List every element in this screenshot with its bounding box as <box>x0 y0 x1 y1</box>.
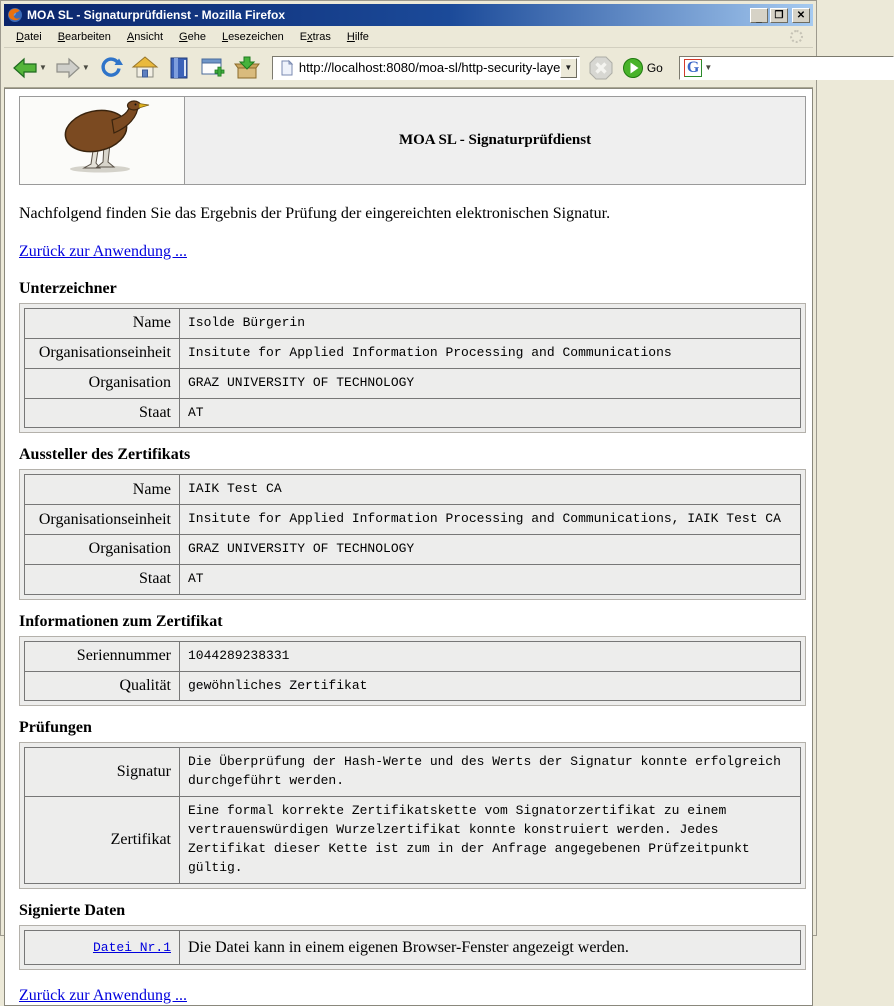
stop-button[interactable] <box>586 53 616 83</box>
navigation-toolbar <box>4 48 813 88</box>
home-button[interactable] <box>130 53 160 83</box>
url-input[interactable] <box>299 60 560 75</box>
table-row: Zertifikat Eine formal korrekte Zertifikatskette vom Signatorzertifikat zu einem vertrauenswürdigen Wurzelzertifikat konnte konstruiert werden. Jedes Zertifikat dieser Kette ist zum in der Anfrage angegebenen Prüfzeitpunkt gültig. <box>25 797 801 883</box>
throbber-icon <box>790 30 803 43</box>
table-row: Staat AT <box>25 564 801 594</box>
close-button[interactable]: ✕ <box>792 8 810 23</box>
moa-bird-logo <box>42 100 162 176</box>
table-row: Datei Nr.1 Die Datei kann in einem eigenen Browser-Fenster angezeigt werden. <box>25 930 801 964</box>
back-to-app-link-bottom[interactable]: Zurück zur Anwendung ... <box>19 986 187 1004</box>
section-heading-signierte-daten: Signierte Daten <box>19 901 126 919</box>
forward-button[interactable] <box>53 53 92 83</box>
table-row: Organisationseinheit Insitute for Applied Information Processing and Communications, IAIK Test CA <box>25 505 801 535</box>
section-heading-zertifikat-info: Informationen zum Zertifikat <box>19 612 223 630</box>
page-title: MOA SL - Signaturprüfdienst <box>185 97 806 185</box>
minimize-button[interactable]: _ <box>750 8 768 23</box>
home-icon <box>132 55 158 81</box>
titlebar <box>4 4 813 26</box>
signierte-daten-table <box>19 925 806 970</box>
google-logo-icon: G <box>684 59 702 77</box>
menu-bearbeiten[interactable]: Bearbeiten <box>57 30 111 43</box>
go-icon <box>622 57 644 79</box>
back-to-app-link-top[interactable]: Zurück zur Anwendung ... <box>19 243 187 260</box>
zertifikat-info-table <box>19 636 806 707</box>
maximize-button[interactable]: ❐ <box>770 8 788 23</box>
reload-button[interactable] <box>96 53 126 83</box>
table-row: Staat AT <box>25 398 801 428</box>
datei-nr1-link[interactable]: Datei Nr.1 <box>92 940 171 956</box>
table-row: Organisation GRAZ UNIVERSITY OF TECHNOLOGY <box>25 368 801 398</box>
section-heading-aussteller: Aussteller des Zertifikats <box>19 446 191 464</box>
page-header-table <box>19 96 806 185</box>
downloads-package-icon <box>234 55 260 81</box>
back-dropdown-icon[interactable]: ▼ <box>39 63 47 72</box>
reload-icon <box>98 55 124 81</box>
menu-hilfe[interactable]: Hilfe <box>346 30 369 43</box>
stop-icon <box>588 55 614 81</box>
table-row: Seriennummer 1044289238331 <box>25 641 801 671</box>
moa-logo-cell <box>20 97 185 185</box>
search-input[interactable] <box>712 60 889 75</box>
table-row: Organisation GRAZ UNIVERSITY OF TECHNOLOGY <box>25 535 801 565</box>
search-box[interactable] <box>679 56 894 80</box>
search-engine-dropdown-icon[interactable]: ▼ <box>704 63 713 72</box>
table-row: Name IAIK Test CA <box>25 475 801 505</box>
browser-viewport <box>4 88 813 1006</box>
menu-gehe[interactable]: Gehe <box>179 30 206 43</box>
forward-icon <box>55 55 81 81</box>
window-title: MOA SL - Signaturprüfdienst - Mozilla Firefox <box>27 8 286 22</box>
back-button[interactable] <box>10 53 49 83</box>
downloads-button[interactable] <box>232 53 262 83</box>
section-heading-unterzeichner: Unterzeichner <box>19 280 117 297</box>
menubar <box>4 26 813 48</box>
go-label: Go <box>646 60 663 75</box>
back-icon <box>12 55 38 81</box>
new-window-button[interactable] <box>198 53 228 83</box>
table-row: Name Isolde Bürgerin <box>25 309 801 339</box>
menu-datei[interactable]: Datei <box>16 30 42 43</box>
urlbar <box>272 56 580 80</box>
go-button[interactable] <box>620 55 673 81</box>
url-dropdown-button[interactable]: ▼ <box>560 58 577 78</box>
unterzeichner-table <box>19 303 806 433</box>
section-heading-pruefungen: Prüfungen <box>19 719 92 737</box>
bookmarks-button[interactable] <box>164 53 194 83</box>
firefox-icon <box>7 7 23 23</box>
table-row: Organisationseinheit Insitute for Applied Information Processing and Communications <box>25 338 801 368</box>
page-icon <box>279 60 295 76</box>
aussteller-table <box>19 469 806 599</box>
table-row: Qualität gewöhnliches Zertifikat <box>25 671 801 701</box>
new-window-icon <box>200 55 226 81</box>
pruefungen-table <box>19 742 806 888</box>
table-row: Signatur Die Überprüfung der Hash-Werte und des Werts der Signatur konnte erfolgreich durchgeführt werden. <box>25 748 801 797</box>
intro-text: Nachfolgend finden Sie das Ergebnis der Prüfung der eingereichten elektronischen Signatur. <box>19 205 611 222</box>
forward-dropdown-icon[interactable]: ▼ <box>81 63 90 72</box>
bookmarks-book-icon <box>166 55 192 81</box>
menu-ansicht[interactable]: Ansicht <box>126 30 164 43</box>
menu-extras[interactable]: Extras <box>299 30 331 43</box>
menu-lesezeichen[interactable]: Lesezeichen <box>221 30 284 43</box>
